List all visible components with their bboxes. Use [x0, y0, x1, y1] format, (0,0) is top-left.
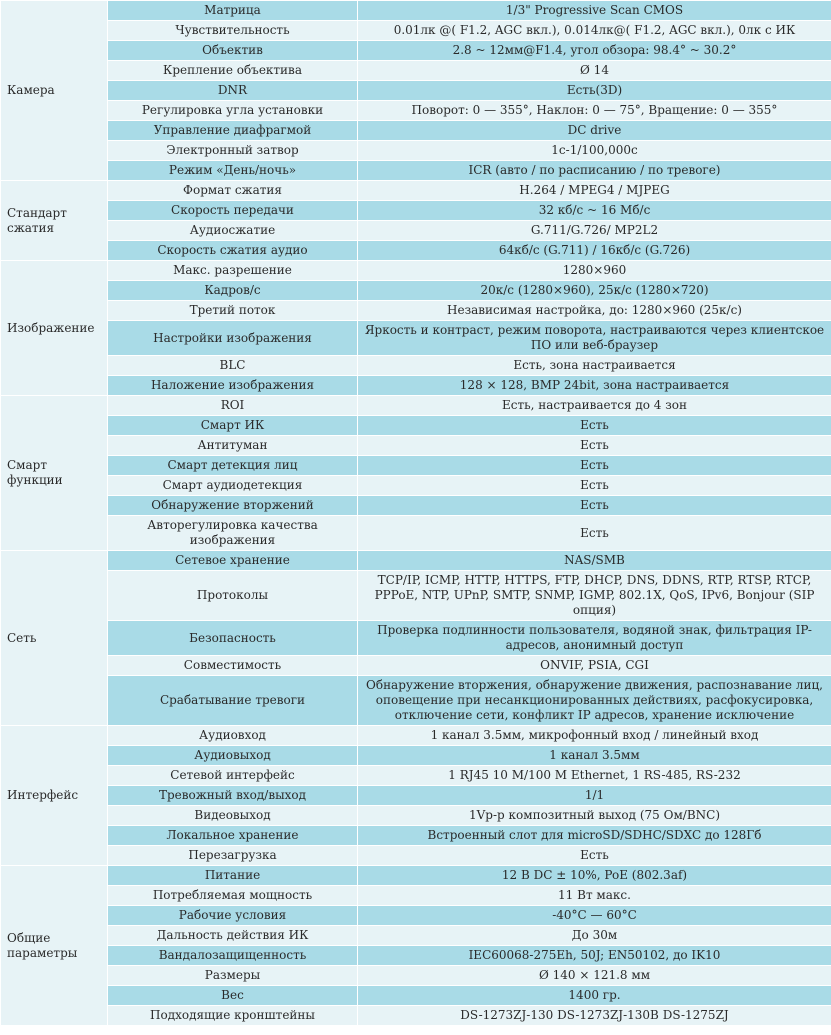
spec-label: Тревожный вход/выход	[108, 786, 358, 806]
table-row	[1, 301, 831, 321]
spec-value: DS-1273ZJ-130 DS-1273ZJ-130B DS-1275ZJ	[358, 1006, 831, 1026]
spec-value: 2.8 ~ 12мм@F1.4, угол обзора: 98.4° ~ 30.2°	[358, 41, 831, 61]
spec-value: 11 Вт макс.	[358, 886, 831, 906]
table-row	[1, 41, 831, 61]
spec-label: Размеры	[108, 966, 358, 986]
table-row	[1, 986, 831, 1006]
table-row	[1, 846, 831, 866]
spec-label: Аудиосжатие	[108, 221, 358, 241]
spec-label: Видеовыход	[108, 806, 358, 826]
table-row	[1, 571, 831, 621]
spec-value: Есть(3D)	[358, 81, 831, 101]
group-label	[1, 396, 108, 551]
spec-value: ICR (авто / по расписанию / по тревоге)	[358, 161, 831, 181]
group-label-text: Стандарт сжатия	[7, 205, 67, 235]
table-row	[1, 496, 831, 516]
spec-label: Аудиовход	[108, 726, 358, 746]
spec-value: DC drive	[358, 121, 831, 141]
spec-value: NAS/SMB	[358, 551, 831, 571]
spec-value: Ø 140 × 121.8 мм	[358, 966, 831, 986]
spec-label: Потребляемая мощность	[108, 886, 358, 906]
table-row	[1, 141, 831, 161]
spec-table-body	[1, 1, 831, 1026]
spec-value: 12 В DC ± 10%, PoE (802.3af)	[358, 866, 831, 886]
spec-label: Крепление объектива	[108, 61, 358, 81]
spec-value: H.264 / MPEG4 / MJPEG	[358, 181, 831, 201]
table-row	[1, 966, 831, 986]
table-row	[1, 21, 831, 41]
spec-label: BLC	[108, 356, 358, 376]
spec-label: Совместимость	[108, 656, 358, 676]
spec-label: Локальное хранение	[108, 826, 358, 846]
group-label	[1, 726, 108, 866]
table-row	[1, 101, 831, 121]
spec-label: Смарт ИК	[108, 416, 358, 436]
table-row	[1, 356, 831, 376]
spec-label: Сетевое хранение	[108, 551, 358, 571]
spec-label: DNR	[108, 81, 358, 101]
table-row	[1, 806, 831, 826]
spec-label: Формат сжатия	[108, 181, 358, 201]
spec-value: -40°C — 60°C	[358, 906, 831, 926]
spec-value: 1/1	[358, 786, 831, 806]
table-row	[1, 436, 831, 456]
spec-label: Протоколы	[108, 571, 358, 621]
spec-label: Матрица	[108, 1, 358, 21]
spec-label: Вес	[108, 986, 358, 1006]
spec-label: Антитуман	[108, 436, 358, 456]
table-row	[1, 676, 831, 726]
spec-value: 1Vp-p композитный выход (75 Ом/BNC)	[358, 806, 831, 826]
spec-value: G.711/G.726/ MP2L2	[358, 221, 831, 241]
group-label-text: Интерфейс	[7, 788, 79, 802]
spec-label: Наложение изображения	[108, 376, 358, 396]
table-row	[1, 826, 831, 846]
spec-value: Есть	[358, 476, 831, 496]
spec-label: Подходящие кронштейны	[108, 1006, 358, 1026]
spec-label: Настройки изображения	[108, 321, 358, 356]
spec-value: Есть	[358, 456, 831, 476]
table-row	[1, 766, 831, 786]
table-row	[1, 786, 831, 806]
spec-value: ONVIF, PSIA, CGI	[358, 656, 831, 676]
spec-value: 1 RJ45 10 M/100 M Ethernet, 1 RS-485, RS-232	[358, 766, 831, 786]
spec-value: 1 канал 3.5мм	[358, 746, 831, 766]
group-label	[1, 261, 108, 396]
group-label-text: Изображение	[7, 320, 95, 335]
group-label	[1, 551, 108, 726]
spec-label: Скорость сжатия аудио	[108, 241, 358, 261]
group-label-text: Смарт функции	[7, 458, 63, 487]
spec-value: Обнаружение вторжения, обнаружение движения, распознавание лиц, оповещение при несанкционированных действиях, расфокусировка, отключение сети, конфликт IP адресов, хранение исключение	[358, 676, 831, 726]
spec-value: Есть	[358, 516, 831, 551]
spec-value: 1 канал 3.5мм, микрофонный вход / линейный вход	[358, 726, 831, 746]
table-row	[1, 221, 831, 241]
spec-label: Управление диафрагмой	[108, 121, 358, 141]
table-row	[1, 181, 831, 201]
table-row	[1, 201, 831, 221]
spec-value: Есть, настраивается до 4 зон	[358, 396, 831, 416]
spec-value: Есть, зона настраивается	[358, 356, 831, 376]
table-row	[1, 321, 831, 356]
table-row	[1, 61, 831, 81]
spec-value: Яркость и контраст, режим поворота, настраиваются через клиентское ПО или веб-браузер	[358, 321, 831, 356]
spec-value: 20к/с (1280×960), 25к/с (1280×720)	[358, 281, 831, 301]
spec-label: Дальность действия ИК	[108, 926, 358, 946]
group-label	[1, 181, 108, 261]
spec-value: 32 кб/с ~ 16 Мб/с	[358, 201, 831, 221]
spec-value: 128 × 128, BMP 24bit, зона настраивается	[358, 376, 831, 396]
spec-label: Срабатывание тревоги	[108, 676, 358, 726]
spec-label: Обнаружение вторжений	[108, 496, 358, 516]
spec-label: Электронный затвор	[108, 141, 358, 161]
group-label	[1, 866, 108, 1026]
table-row	[1, 746, 831, 766]
table-row	[1, 906, 831, 926]
table-row	[1, 416, 831, 436]
table-row	[1, 121, 831, 141]
spec-label: Безопасность	[108, 621, 358, 656]
table-row	[1, 726, 831, 746]
spec-label: Режим «День/ночь»	[108, 161, 358, 181]
table-row	[1, 621, 831, 656]
spec-value: Есть	[358, 846, 831, 866]
spec-label: Аудиовыход	[108, 746, 358, 766]
table-row	[1, 241, 831, 261]
table-row	[1, 656, 831, 676]
spec-value: 64кб/с (G.711) / 16кб/с (G.726)	[358, 241, 831, 261]
spec-label: Регулировка угла установки	[108, 101, 358, 121]
spec-label: Смарт детекция лиц	[108, 456, 358, 476]
group-label-text: Сеть	[7, 630, 37, 645]
table-row	[1, 516, 831, 551]
table-row	[1, 456, 831, 476]
table-row	[1, 926, 831, 946]
spec-value: Проверка подлинности пользователя, водяной знак, фильтрация IP-адресов, анонимный доступ	[358, 621, 831, 656]
table-row	[1, 1006, 831, 1026]
spec-value: Поворот: 0 — 355°, Наклон: 0 — 75°, Вращение: 0 — 355°	[358, 101, 831, 121]
table-row	[1, 1, 831, 21]
spec-value: Есть	[358, 436, 831, 456]
spec-value: Встроенный слот для microSD/SDHC/SDXC до 128Гб	[358, 826, 831, 846]
spec-label: Рабочие условия	[108, 906, 358, 926]
table-row	[1, 81, 831, 101]
spec-value: 0.01лк @( F1.2, AGC вкл.), 0.014лк@( F1.2, AGC вкл.), 0лк с ИК	[358, 21, 831, 41]
table-row	[1, 376, 831, 396]
spec-value: 1280×960	[358, 261, 831, 281]
spec-value: Независимая настройка, до: 1280×960 (25к/с)	[358, 301, 831, 321]
spec-value: До 30м	[358, 926, 831, 946]
spec-value: 1/3" Progressive Scan CMOS	[358, 1, 831, 21]
table-row	[1, 476, 831, 496]
spec-label: ROI	[108, 396, 358, 416]
spec-label: Авторегулировка качества изображения	[108, 516, 358, 551]
spec-label: Питание	[108, 866, 358, 886]
table-row	[1, 886, 831, 906]
spec-value: 1400 гр.	[358, 986, 831, 1006]
spec-value: Есть	[358, 416, 831, 436]
table-row	[1, 161, 831, 181]
table-row	[1, 396, 831, 416]
spec-label: Скорость передачи	[108, 201, 358, 221]
spec-label: Чувствительность	[108, 21, 358, 41]
spec-label: Вандалозащищенность	[108, 946, 358, 966]
table-row	[1, 866, 831, 886]
spec-value: TCP/IP, ICMP, HTTP, HTTPS, FTP, DHCP, DNS, DDNS, RTP, RTSP, RTCP, PPPoE, NTP, UPnP, SMTP, SNMP, IGMP, 802.1X, QoS, IPv6, Bonjour (SIP опция)	[358, 571, 831, 621]
spec-value: Есть	[358, 496, 831, 516]
spec-label: Смарт аудиодетекция	[108, 476, 358, 496]
group-label-text: Общие параметры	[7, 930, 78, 960]
spec-label: Объектив	[108, 41, 358, 61]
group-label	[1, 1, 108, 181]
table-row	[1, 281, 831, 301]
spec-value: Ø 14	[358, 61, 831, 81]
spec-label: Кадров/с	[108, 281, 358, 301]
spec-value: 1с-1/100,000с	[358, 141, 831, 161]
table-row	[1, 261, 831, 281]
spec-label: Сетевой интерфейс	[108, 766, 358, 786]
spec-label: Перезагрузка	[108, 846, 358, 866]
table-row	[1, 946, 831, 966]
table-row	[1, 551, 831, 571]
group-label-text: Камера	[7, 83, 55, 97]
spec-label: Третий поток	[108, 301, 358, 321]
spec-value: IEC60068-275Eh, 50J; EN50102, до IK10	[358, 946, 831, 966]
spec-label: Макс. разрешение	[108, 261, 358, 281]
